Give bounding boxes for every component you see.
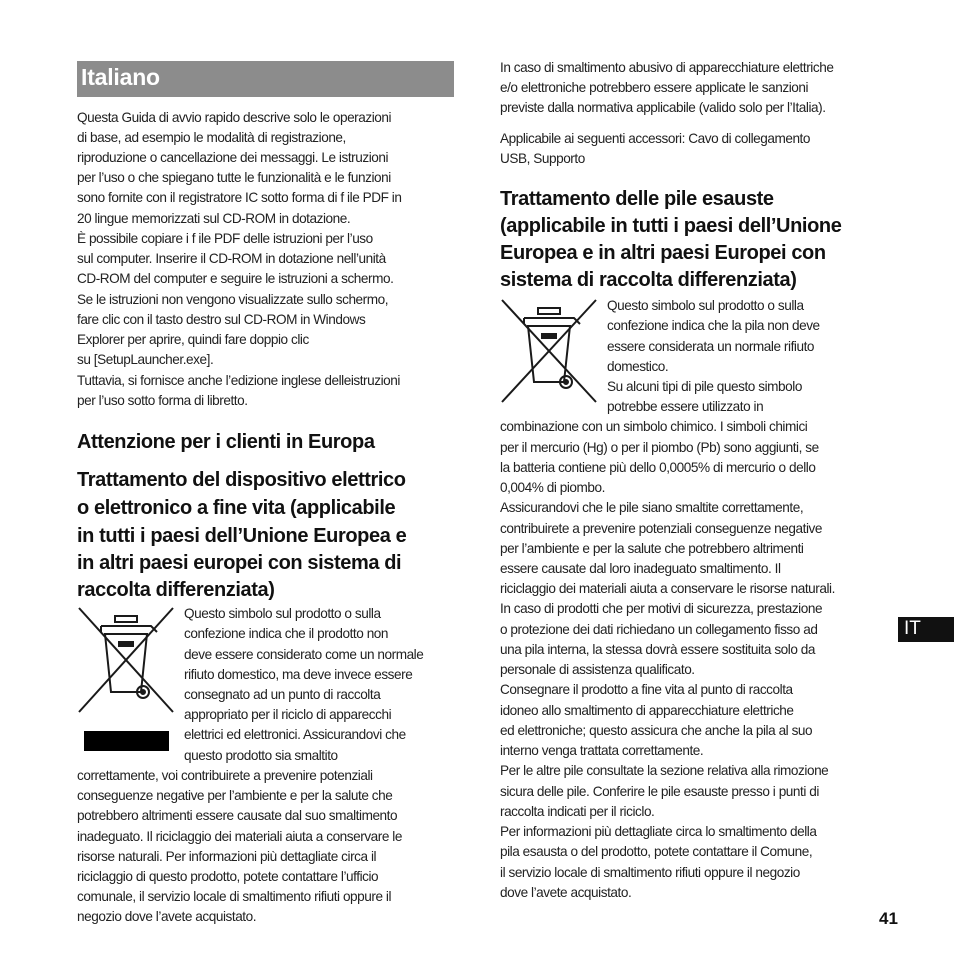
- text-line: 20 lingue memorizzati sul CD-ROM in dotazione.: [77, 211, 351, 226]
- text-line: sicura delle pile. Conferire le pile esauste presso i punti di: [500, 784, 819, 799]
- crossed-out-wheelie-bin-icon: [500, 298, 600, 406]
- text-line: la batteria contiene più dello 0,0005% di mercurio o dello: [500, 460, 816, 475]
- text-line: appropriato per il riciclo di apparecchi: [184, 707, 392, 722]
- section-title: Italiano: [81, 64, 160, 90]
- text-line: potrebbero altrimenti essere causate dal suo smaltimento: [77, 808, 398, 823]
- text-line: personale di assistenza qualificato.: [500, 662, 695, 677]
- text-line: deve essere considerato come un normale: [184, 647, 424, 662]
- heading-line: in altri paesi europei con sistema di: [77, 552, 402, 574]
- text-line: previste dalla normativa applicabile (valido solo per l’Italia).: [500, 100, 826, 115]
- text-line: combinazione con un simbolo chimico. I simboli chimici: [500, 419, 808, 434]
- text-line: per il mercurio (Hg) o per il piombo (Pb) sono aggiunti, se: [500, 440, 819, 455]
- text-line: domestico.: [607, 359, 669, 374]
- text-line: riciclaggio di questo prodotto, potete contattare l’ufficio: [77, 869, 379, 884]
- text-line: una pila interna, la stessa dovrà essere sostituita solo da: [500, 642, 815, 657]
- text-line: riproduzione o cancellazione dei messaggi. Le istruzioni: [77, 150, 389, 165]
- text-line: rifiuto domestico, ma deve invece essere: [184, 667, 413, 682]
- text-line: o protezione dei dati richiedano un collegamento fisso ad: [500, 622, 818, 637]
- language-tab: [898, 617, 954, 642]
- text-line: idoneo allo smaltimento di apparecchiature elettriche: [500, 703, 794, 718]
- text-line: consegnato ad un punto di raccolta: [184, 687, 381, 702]
- text-line: sono fornite con il registratore IC sotto forma di f ile PDF in: [77, 190, 402, 205]
- text-line: interno venga trattata correttamente.: [500, 743, 704, 758]
- heading-line: Trattamento delle pile esauste: [500, 188, 774, 210]
- text-line: contribuirete a prevenire potenziali conseguenze negative: [500, 521, 822, 536]
- weee-bar: [84, 731, 169, 751]
- crossed-out-wheelie-bin-icon: [77, 606, 177, 714]
- text-line: su [SetupLauncher.exe].: [77, 352, 214, 367]
- section-title-bar: [77, 61, 454, 97]
- text-line: riciclaggio dei materiali aiuta a conservare le risorse naturali.: [500, 581, 835, 596]
- text-line: conseguenze negative per l’ambiente e per la salute che: [77, 788, 393, 803]
- text-line: Questa Guida di avvio rapido descrive solo le operazioni: [77, 110, 392, 125]
- text-line: Consegnare il prodotto a fine vita al punto di raccolta: [500, 682, 793, 697]
- text-line: negozio dove l’avete acquistato.: [77, 909, 257, 924]
- text-line: Explorer per aprire, quindi fare doppio clic: [77, 332, 309, 347]
- text-line: CD-ROM del computer e seguire le istruzioni a schermo.: [77, 271, 394, 286]
- heading-line: o elettronico a fine vita (applicabile: [77, 497, 396, 519]
- text-line: potrebbe essere utilizzato in: [607, 399, 764, 414]
- heading-line: in tutti i paesi dell’Unione Europea e: [77, 525, 407, 547]
- text-line: raccolta indicati per il riciclo.: [500, 804, 655, 819]
- text-line: Questo simbolo sul prodotto o sulla: [184, 606, 381, 621]
- heading-attention: Attenzione per i clienti in Europa: [77, 431, 375, 453]
- text-line: In caso di smaltimento abusivo di apparecchiature elettriche: [500, 60, 834, 75]
- text-line: dove l’avete acquistato.: [500, 885, 632, 900]
- text-line: essere causate dal loro inadeguato smaltimento. Il: [500, 561, 781, 576]
- text-line: sul computer. Inserire il CD-ROM in dotazione nell’unità: [77, 251, 386, 266]
- heading-line: (applicabile in tutti i paesi dell’Unione: [500, 215, 842, 237]
- heading-line: raccolta differenziata): [77, 579, 275, 601]
- heading-line: Trattamento del dispositivo elettrico: [77, 469, 406, 491]
- text-line: In caso di prodotti che per motivi di sicurezza, prestazione: [500, 601, 823, 616]
- text-line: Questo simbolo sul prodotto o sulla: [607, 298, 804, 313]
- text-line: per l’uso o che spiegano tutte le funzionalità e le funzioni: [77, 170, 391, 185]
- text-line: 0,004% di piombo.: [500, 480, 605, 495]
- text-line: inadeguato. Il riciclaggio dei materiali aiuta a conservare le: [77, 829, 402, 844]
- text-line: Se le istruzioni non vengono visualizzate sullo schermo,: [77, 292, 389, 307]
- text-line: Tuttavia, si fornisce anche l’edizione inglese delleistruzioni: [77, 373, 400, 388]
- text-line: questo prodotto sia smaltito: [184, 748, 338, 763]
- text-line: essere considerata un normale rifiuto: [607, 339, 815, 354]
- text-line: il servizio locale di smaltimento rifiuti oppure il negozio: [500, 865, 800, 880]
- text-line: elettrici ed elettronici. Assicurandovi che: [184, 727, 406, 742]
- text-line: È possibile copiare i f ile PDF delle istruzioni per l’uso: [77, 231, 373, 246]
- text-line: e/o elettroniche potrebbero essere applicate le sanzioni: [500, 80, 809, 95]
- text-line: Applicabile ai seguenti accessori: Cavo di collegamento: [500, 131, 810, 146]
- text-line: risorse naturali. Per informazioni più dettagliate circa il: [77, 849, 377, 864]
- heading-line: sistema di raccolta differenziata): [500, 269, 797, 291]
- text-line: per l’uso sotto forma di libretto.: [77, 393, 248, 408]
- text-line: fare clic con il tasto destro sul CD-ROM in Windows: [77, 312, 366, 327]
- text-line: comunale, il servizio locale di smaltimento rifiuti oppure il: [77, 889, 392, 904]
- page-number: 41: [879, 909, 898, 928]
- text-line: ed elettroniche; questo assicura che anche la pila al suo: [500, 723, 813, 738]
- heading-line: Europea e in altri paesi Europei con: [500, 242, 826, 264]
- text-line: di base, ad esempio le modalità di registrazione,: [77, 130, 346, 145]
- text-line: Assicurandovi che le pile siano smaltite correttamente,: [500, 500, 804, 515]
- text-line: correttamente, voi contribuirete a prevenire potenziali: [77, 768, 373, 783]
- language-tab-label: IT: [904, 618, 921, 639]
- text-line: per l’ambiente e per la salute che potrebbero altrimenti: [500, 541, 804, 556]
- text-line: USB, Supporto: [500, 151, 585, 166]
- text-line: Per le altre pile consultate la sezione relativa alla rimozione: [500, 763, 829, 778]
- text-line: confezione indica che la pila non deve: [607, 318, 820, 333]
- text-line: confezione indica che il prodotto non: [184, 626, 389, 641]
- text-line: Per informazioni più dettagliate circa lo smaltimento della: [500, 824, 817, 839]
- text-line: pila esausta o del prodotto, potete contattare il Comune,: [500, 844, 813, 859]
- text-line: Su alcuni tipi di pile questo simbolo: [607, 379, 802, 394]
